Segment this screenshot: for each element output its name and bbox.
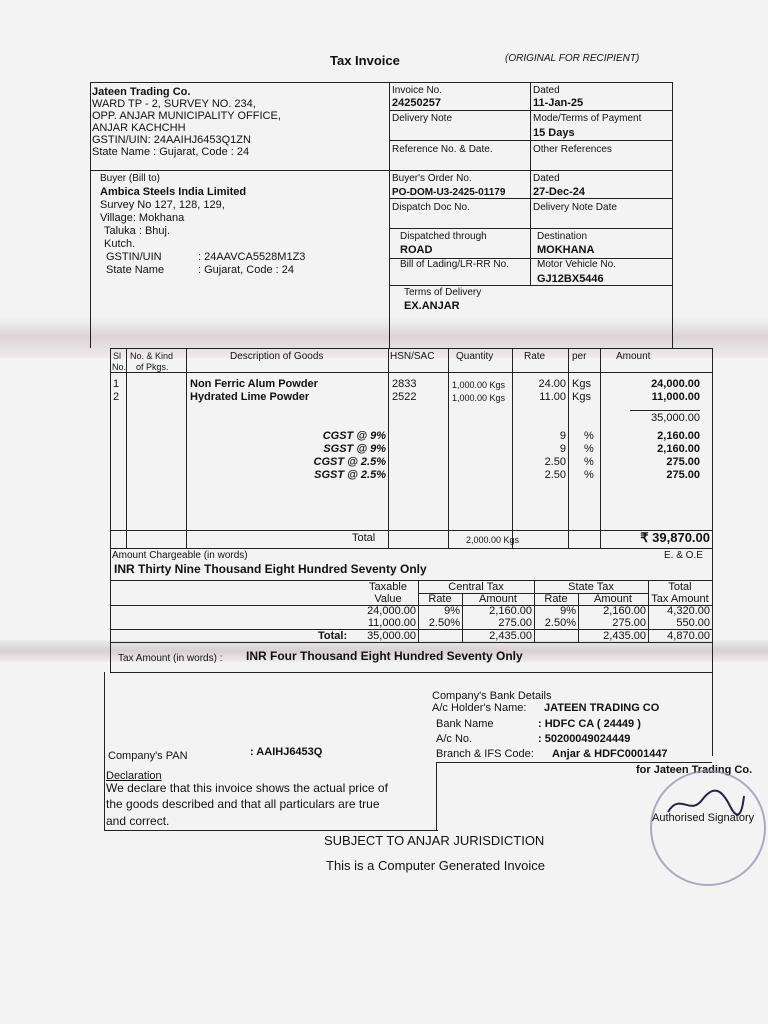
tt-rate: Rate (428, 593, 452, 605)
total-quantity: 2,000.00 Kgs (466, 535, 520, 545)
tax-amount: 275.00 (666, 469, 700, 481)
tax-words-label: Tax Amount (in words) : (118, 653, 223, 664)
buyer-gstin: : 24AAVCA5528M1Z3 (198, 251, 306, 263)
tax-amount: 2,160.00 (657, 443, 700, 455)
item-rate: 11.00 (539, 391, 566, 403)
bank-holder-label: A/c Holder's Name: (432, 702, 527, 714)
dispatched-through: ROAD (400, 244, 433, 256)
invoice-date: 11-Jan-25 (533, 97, 584, 109)
col-hsn: HSN/SAC (390, 351, 435, 362)
tt-row-rate: 9% (444, 605, 460, 617)
pan-label: Company's PAN (108, 750, 188, 762)
tt-row-amount: 275.00 (612, 617, 646, 629)
destination-label: Destination (537, 231, 588, 242)
buyer-address: Kutch. (104, 238, 136, 250)
buyer-address: Survey No 127, 128, 129, (100, 199, 225, 211)
tax-amount: 275.00 (666, 456, 700, 468)
tt-total-state: 2,435.00 (603, 630, 646, 642)
other-references-label: Other References (533, 144, 612, 155)
item-hsn: 2522 (392, 391, 417, 403)
payment-terms-label: Mode/Terms of Payment (533, 113, 642, 124)
col-sl-no: No. (112, 362, 127, 372)
tt-row-amount: 2,160.00 (489, 605, 532, 617)
grand-total: ₹ 39,870.00 (640, 530, 710, 545)
invoice-title: Tax Invoice (330, 53, 400, 68)
bank-name-label: Bank Name (436, 718, 494, 730)
declaration-label: Declaration (106, 770, 162, 782)
subtotal: 35,000.00 (651, 412, 700, 424)
seller-name: Jateen Trading Co. (92, 86, 191, 98)
tax-pct: % (584, 443, 594, 455)
tt-row-amount: 275.00 (498, 617, 532, 629)
bank-branch: Anjar & HDFC0001447 (552, 748, 668, 760)
item-per: Kgs (572, 391, 591, 403)
tt-tax-amount: Tax Amount (651, 593, 709, 605)
seller-address: ANJAR KACHCHH (92, 122, 186, 134)
buyers-order-no: PO-DOM-U3-2425-01179 (392, 187, 506, 198)
tt-total: Total (668, 581, 692, 593)
vehicle-no: GJ12BX5446 (537, 273, 604, 285)
tt-total-label: Total: (318, 630, 348, 642)
tax-name: SGST @ 9% (323, 443, 386, 455)
dispatch-doc-label: Dispatch Doc No. (392, 202, 470, 213)
tt-value: Value (374, 593, 402, 605)
tax-pct: % (584, 456, 594, 468)
item-amount: 11,000.00 (651, 391, 700, 403)
tt-row-value: 11,000.00 (367, 617, 416, 629)
tax-name: CGST @ 2.5% (313, 456, 386, 468)
amount-in-words: INR Thirty Nine Thousand Eight Hundred Seventy Only (114, 562, 427, 576)
bank-ac-no: : 50200049024449 (538, 733, 631, 745)
copy-label: (ORIGINAL FOR RECIPIENT) (505, 53, 640, 64)
order-dated-label: Dated (533, 173, 560, 184)
tt-row-value: 24,000.00 (367, 605, 416, 617)
declaration-text: and correct. (106, 814, 170, 828)
seller-address: WARD TP - 2, SURVEY NO. 234, (92, 98, 256, 110)
tt-row-rate: 2.50% (544, 617, 576, 629)
tt-total-value: 35,000.00 (367, 630, 416, 642)
item-description: Non Ferric Alum Powder (190, 378, 318, 390)
tax-amount-in-words: INR Four Thousand Eight Hundred Seventy Only (246, 649, 523, 663)
tax-name: SGST @ 2.5% (314, 469, 386, 481)
buyer-address: Taluka : Bhuj. (104, 225, 171, 237)
tax-name: CGST @ 9% (322, 430, 386, 442)
invoice-no: 24250257 (392, 97, 441, 109)
tt-row-rate: 9% (560, 605, 576, 617)
item-quantity: 1,000.00 Kgs (452, 380, 506, 390)
bank-ac-label: A/c No. (436, 733, 473, 745)
destination: MOKHANA (537, 244, 595, 256)
item-per: Kgs (572, 378, 591, 390)
dated-label: Dated (533, 85, 560, 96)
terms-label: Terms of Delivery (404, 287, 482, 298)
terms-of-delivery: EX.ANJAR (404, 300, 460, 312)
col-description: Description of Goods (230, 351, 324, 362)
tax-rate: 9 (559, 443, 566, 455)
bank-holder: JATEEN TRADING CO (544, 702, 660, 714)
tt-row-amount: 2,160.00 (603, 605, 646, 617)
authorised-signatory: Authorised Signatory (652, 812, 755, 824)
tt-rate: Rate (544, 593, 568, 605)
tt-row-total: 550.00 (676, 617, 710, 629)
tax-rate: 2.50 (544, 456, 566, 468)
tax-rate: 2.50 (544, 469, 566, 481)
tt-amount: Amount (479, 593, 517, 605)
item-rate: 24.00 (538, 378, 566, 390)
declaration-text: the goods described and that all particulars are true (106, 797, 380, 811)
delivery-note-label: Delivery Note (392, 113, 453, 124)
reference-label: Reference No. & Date. (392, 144, 493, 155)
col-pkgs: No. & Kind (130, 351, 174, 361)
col-amount: Amount (616, 351, 651, 362)
pan-value: : AAIHJ6453Q (250, 746, 323, 758)
total-label: Total (352, 532, 376, 544)
tax-pct: % (584, 430, 594, 442)
item-sl: 1 (113, 378, 120, 390)
lading-label: Bill of Lading/LR-RR No. (400, 259, 509, 270)
col-quantity: Quantity (456, 351, 494, 362)
vehicle-label: Motor Vehicle No. (537, 259, 616, 270)
seller-state: State Name : Gujarat, Code : 24 (92, 146, 250, 158)
tt-total-total: 4,870.00 (667, 630, 710, 642)
col-pkgs: of Pkgs. (136, 362, 169, 372)
tt-row-total: 4,320.00 (667, 605, 710, 617)
jurisdiction: SUBJECT TO ANJAR JURISDICTION (324, 833, 545, 848)
col-per: per (572, 351, 587, 362)
order-date: 27-Dec-24 (533, 186, 585, 198)
tt-row-rate: 2.50% (428, 617, 460, 629)
buyer-state: : Gujarat, Code : 24 (198, 264, 294, 276)
tax-pct: % (584, 469, 594, 481)
col-rate: Rate (524, 351, 546, 362)
buyer-label: Buyer (Bill to) (100, 173, 161, 184)
dispatched-label: Dispatched through (400, 231, 487, 242)
buyer-name: Ambica Steels India Limited (100, 186, 247, 198)
col-sl: Sl (113, 351, 122, 361)
item-description: Hydrated Lime Powder (190, 391, 310, 403)
bank-name: : HDFC CA ( 24449 ) (538, 718, 641, 730)
tt-total-central: 2,435.00 (489, 630, 532, 642)
tax-rate: 9 (559, 430, 566, 442)
tt-amount: Amount (594, 593, 632, 605)
declaration-text: We declare that this invoice shows the actual price of (106, 781, 388, 795)
seller-gstin: GSTIN/UIN: 24AAIHJ6453Q1ZN (92, 134, 251, 146)
item-amount: 24,000.00 (651, 378, 700, 390)
buyer-address: Village: Mokhana (100, 212, 185, 224)
words-label: Amount Chargeable (in words) (112, 550, 248, 561)
buyers-order-label: Buyer's Order No. (392, 173, 472, 184)
buyer-gstin-label: GSTIN/UIN (106, 251, 162, 263)
tt-state: State Tax (568, 581, 614, 593)
seller-address: OPP. ANJAR MUNICIPALITY OFFICE, (92, 110, 281, 122)
bank-heading: Company's Bank Details (432, 690, 552, 702)
tt-taxable: Taxable (369, 581, 407, 593)
bank-branch-label: Branch & IFS Code: (436, 748, 534, 760)
tt-central: Central Tax (448, 581, 504, 593)
item-hsn: 2833 (392, 378, 417, 390)
item-sl: 2 (113, 391, 120, 403)
item-quantity: 1,000.00 Kgs (452, 393, 506, 403)
tax-amount: 2,160.00 (657, 430, 700, 442)
payment-terms: 15 Days (533, 127, 575, 139)
buyer-state-label: State Name (106, 264, 165, 276)
eoe: E. & O.E (664, 550, 703, 561)
for-company: for Jateen Trading Co. (636, 764, 753, 776)
delivery-note-date-label: Delivery Note Date (533, 202, 617, 213)
computer-generated-note: This is a Computer Generated Invoice (326, 858, 545, 873)
invoice-no-label: Invoice No. (392, 85, 443, 96)
